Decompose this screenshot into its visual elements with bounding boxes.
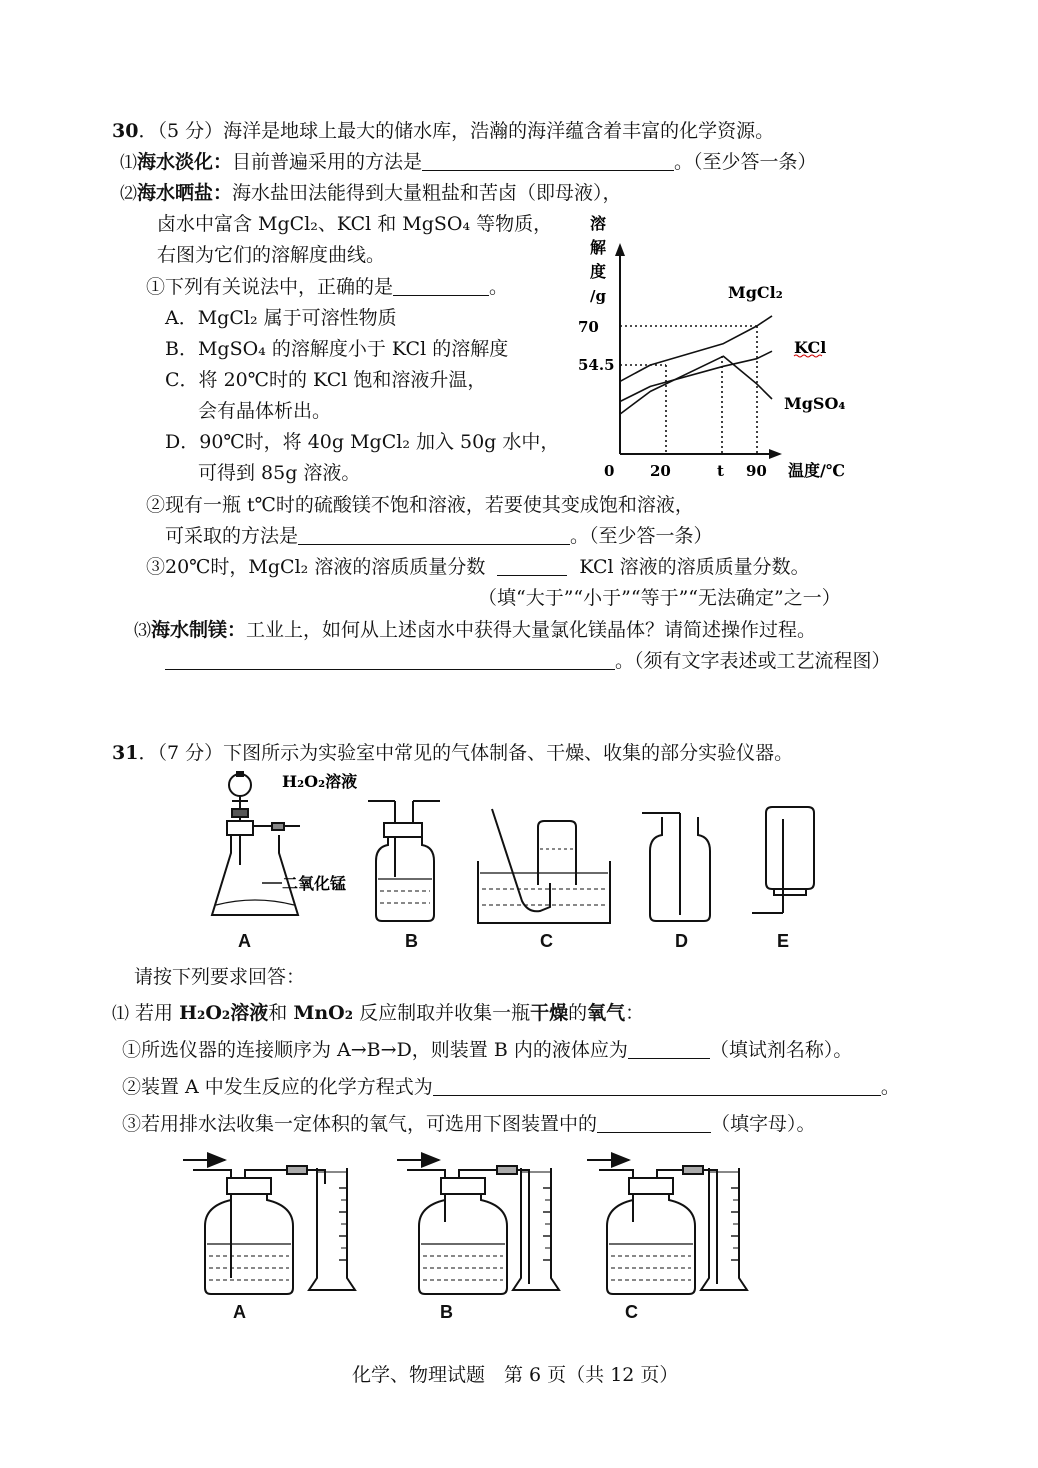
q30-part1-text: 目前普遍采用的方法是 bbox=[232, 151, 423, 173]
q30-part2-num: ⑵ bbox=[120, 184, 137, 204]
q30-sub3-text: ③20℃时，MgCl₂ 溶液的溶质质量分数 bbox=[146, 556, 486, 578]
h2o2-solution-label: H₂O₂溶液 bbox=[282, 772, 358, 791]
chart-ylabel-char-1: 溶 bbox=[590, 214, 607, 233]
apparatus-label-a: A bbox=[238, 931, 251, 951]
apparatus-label-c: C bbox=[540, 931, 553, 951]
apparatus-c-water-trough bbox=[478, 809, 610, 923]
q30-sub2-line1: ②现有一瓶 t℃时的硫酸镁不饱和溶液，若要使其变成饱和溶液， bbox=[146, 494, 694, 516]
chart-xtick-20: 20 bbox=[650, 462, 671, 480]
q31-part1 bbox=[112, 1001, 644, 1026]
mno2-label: 二氧化锰 bbox=[282, 874, 347, 893]
q30-sub1-answer-blank[interactable] bbox=[393, 277, 489, 296]
collection-setup-c bbox=[587, 1160, 747, 1294]
q31-sub1-answer-blank[interactable] bbox=[628, 1040, 710, 1059]
chart-ylabel-char-4: /g bbox=[590, 287, 606, 305]
solubility-chart bbox=[570, 210, 870, 490]
q31-sub2-answer-blank[interactable] bbox=[433, 1077, 881, 1096]
q30-part3-tail: 。（须有文字表述或工艺流程图） bbox=[615, 650, 891, 672]
q30-number: 30 bbox=[112, 120, 139, 142]
chart-xtick-90: 90 bbox=[746, 462, 767, 480]
q30-option-c-line2: 会有晶体析出。 bbox=[198, 400, 332, 422]
q30-option-d-line2: 可得到 85g 溶液。 bbox=[198, 462, 361, 484]
q30-part3-num: ⑶ bbox=[134, 621, 151, 641]
q30-part2-text: 海水盐田法能得到大量粗盐和苦卤（即母液）， bbox=[232, 182, 622, 204]
q31-part1-text-a: 若用 bbox=[135, 1002, 174, 1024]
q31-sub3-text: ③若用排水法收集一定体积的氧气，可选用下图装置中的 bbox=[122, 1113, 598, 1135]
chart-series-label-mgso4: MgSO₄ bbox=[784, 394, 846, 413]
q30-part2-line2: 卤水中富含 MgCl₂、KCl 和 MgSO₄ 等物质， bbox=[157, 213, 553, 235]
q30-sub2-line2 bbox=[165, 524, 713, 548]
q31-sub1 bbox=[122, 1038, 852, 1062]
q31-part1-mno2: MnO₂ bbox=[293, 1002, 354, 1024]
q30-option-d-line1: D．90℃时，将 40g MgCl₂ 加入 50g 水中， bbox=[165, 431, 560, 453]
chart-xlabel: 温度/℃ bbox=[788, 461, 846, 480]
chart-xtick-0: 0 bbox=[604, 462, 615, 480]
q30-part3-title: 海水制镁： bbox=[151, 619, 247, 641]
q31-sub3 bbox=[122, 1112, 816, 1136]
q30-sub3 bbox=[146, 555, 810, 579]
collection-label-c: C bbox=[625, 1302, 638, 1322]
q31-number: 31 bbox=[112, 742, 139, 764]
q31-sub2-tail: 。 bbox=[880, 1076, 900, 1098]
chart-series-label-mgcl2: MgCl₂ bbox=[728, 283, 783, 302]
q31-sub3-answer-blank[interactable] bbox=[597, 1114, 711, 1133]
q30-part1-num: ⑴ bbox=[120, 153, 137, 173]
apparatus-d-upward-bottle bbox=[642, 813, 710, 921]
chart-y-axis-arrow bbox=[615, 243, 625, 256]
chart-ytick-54-5: 54.5 bbox=[578, 356, 615, 374]
q30-sub2-answer-blank[interactable] bbox=[298, 526, 570, 545]
collection-label-b: B bbox=[440, 1302, 453, 1322]
q30-sub3-tail: KCl 溶液的溶质质量分数。 bbox=[579, 556, 810, 578]
page-footer: 化学、物理试题 第 6 页（共 12 页） bbox=[352, 1364, 679, 1386]
q31-part1-num: ⑴ bbox=[112, 1004, 129, 1024]
apparatus-e-inverted-bottle bbox=[752, 807, 814, 913]
q31-sub2 bbox=[122, 1075, 900, 1099]
apparatus-a-flask bbox=[212, 772, 300, 915]
q30-part1-title: 海水淡化： bbox=[137, 151, 233, 173]
q31-part1-text-c: 和 bbox=[268, 1002, 288, 1024]
q30-sub1-text: ①下列有关说法中，正确的是 bbox=[146, 276, 394, 298]
q30-intro-text: ．（5 分）海洋是地球上最大的储水库，浩瀚的海洋蕴含着丰富的化学资源。 bbox=[138, 120, 775, 142]
q31-part1-text-g: 的 bbox=[568, 1002, 588, 1024]
q30-sub1 bbox=[146, 275, 508, 299]
q30-part3 bbox=[134, 618, 816, 643]
q31-sub1-text: ①所选仪器的连接顺序为 A→B→D，则装置 B 内的液体应为 bbox=[122, 1039, 628, 1061]
q30-option-c-line1: C．将 20℃时的 KCl 饱和溶液升温， bbox=[165, 369, 487, 391]
q30-part3-text: 工业上，如何从上述卤水中获得大量氯化镁晶体？请简述操作过程。 bbox=[246, 619, 817, 641]
apparatus-figure-2 bbox=[175, 1148, 775, 1308]
chart-line-kcl bbox=[620, 351, 772, 401]
chart-series-group bbox=[620, 316, 772, 414]
q30-sub2-tail: 。（至少答一条） bbox=[570, 525, 713, 547]
q30-intro bbox=[112, 119, 774, 143]
collection-setup-a bbox=[183, 1160, 355, 1294]
apparatus-figure-1 bbox=[200, 765, 840, 940]
apparatus-label-d: D bbox=[675, 931, 688, 951]
q31-sub3-tail: （填字母）。 bbox=[711, 1113, 816, 1135]
q30-sub1-tail: 。 bbox=[489, 276, 509, 298]
chart-ylabel-char-3: 度 bbox=[590, 262, 607, 281]
apparatus-label-b: B bbox=[405, 931, 418, 951]
q30-part1-tail: 。（至少答一条） bbox=[674, 151, 817, 173]
q30-option-a: A．MgCl₂ 属于可溶性物质 bbox=[165, 307, 397, 329]
collection-label-a: A bbox=[233, 1302, 246, 1322]
apparatus-b-wash-bottle bbox=[368, 801, 440, 921]
q30-part1 bbox=[120, 150, 817, 175]
q30-part2-line3: 右图为它们的溶解度曲线。 bbox=[157, 244, 386, 266]
q30-part2 bbox=[120, 181, 622, 206]
q30-option-b: B．MgSO₄ 的溶解度小于 KCl 的溶解度 bbox=[165, 338, 509, 360]
chart-xtick-t: t bbox=[717, 462, 724, 480]
q30-part3-answer-blank[interactable] bbox=[165, 651, 615, 670]
q30-sub3-answer-blank[interactable] bbox=[497, 557, 567, 576]
q31-part1-text-i: ： bbox=[625, 1002, 645, 1024]
q31-sub1-tail: （填试剂名称）。 bbox=[709, 1039, 853, 1061]
q30-sub3-note: （填“大于”“小于”“等于”“无法确定”之一） bbox=[478, 587, 841, 609]
chart-ytick-70: 70 bbox=[578, 318, 599, 336]
q31-part1-oxygen: 氧气 bbox=[587, 1002, 626, 1024]
q31-intro-text: ．（7 分）下图所示为实验室中常见的气体制备、干燥、收集的部分实验仪器。 bbox=[138, 742, 794, 764]
q31-answer-prompt: 请按下列要求回答： bbox=[134, 966, 306, 988]
q30-part2-title: 海水晒盐： bbox=[137, 182, 233, 204]
q31-intro bbox=[112, 741, 793, 765]
chart-series-label-kcl: KCl bbox=[794, 338, 827, 357]
chart-line-mgso4 bbox=[620, 356, 772, 414]
q30-sub2-text: 可采取的方法是 bbox=[165, 525, 299, 547]
q31-part1-text-e: 反应制取并收集一瓶 bbox=[359, 1002, 531, 1024]
q31-sub2-text: ②装置 A 中发生反应的化学方程式为 bbox=[122, 1076, 433, 1098]
chart-ylabel-char-2: 解 bbox=[590, 238, 607, 257]
chart-x-axis-arrow bbox=[769, 449, 782, 459]
q31-part1-h2o2: H₂O₂溶液 bbox=[179, 1002, 269, 1024]
apparatus-label-e: E bbox=[777, 931, 790, 951]
q30-part1-answer-blank[interactable] bbox=[422, 152, 674, 171]
q30-part3-answer-line bbox=[165, 649, 891, 673]
q31-part1-dry: 干燥 bbox=[530, 1002, 569, 1024]
collection-setup-b bbox=[397, 1160, 559, 1294]
